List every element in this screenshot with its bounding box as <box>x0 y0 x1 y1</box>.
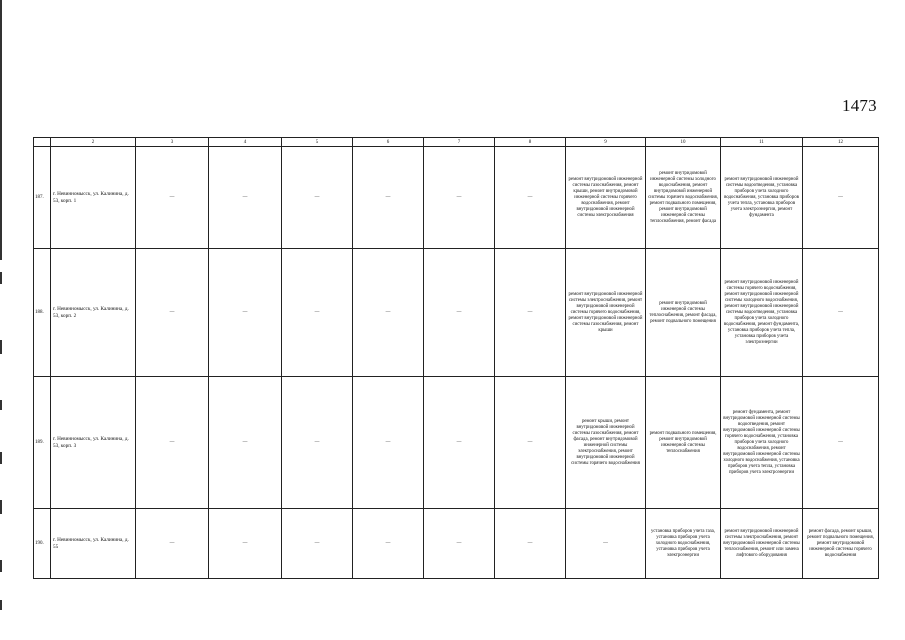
work-cell: установка приборов учета газа, установка приборов учета холодного водоснабжения, установка приборов учета электроэнергии <box>646 509 721 579</box>
empty-dash-cell: — <box>282 249 353 377</box>
header-cell: 4 <box>209 138 282 147</box>
work-cell: ремонт фасада, ремонт крыши, ремонт подвального помещения, ремонт внутридомовой инженерной системы горячего водоснабжения <box>803 509 879 579</box>
work-cell: ремонт внутридомовой инженерной системы горячего водоснабжения, ремонт внутридомовой инженерной системы холодного водоснабжения, ремонт внутридомовой инженерной системы водоотведения, установка приборов учета холодного водоснабжения, ремонт фундамента, установка приборов учета тепла, установка приборов учета электроэнергии <box>721 249 803 377</box>
empty-dash-cell: — <box>566 509 646 579</box>
empty-dash-cell: — <box>424 147 495 249</box>
empty-dash-cell: — <box>353 147 424 249</box>
work-cell: ремонт внутридомовой инженерной системы электроснабжения, ремонт внутридомовой инженерной системы теплоснабжения, ремонт или замена лифтового оборудования <box>721 509 803 579</box>
header-cell: 2 <box>51 138 136 147</box>
header-cell: 7 <box>424 138 495 147</box>
empty-dash-cell: — <box>495 509 566 579</box>
work-cell: ремонт внутридомовой инженерной системы водоотведения, установка приборов учета холодного водоснабжения, установка приборов учета тепла, установка приборов учета электроэнергии, ремонт фундамента <box>721 147 803 249</box>
empty-dash-cell: — <box>495 249 566 377</box>
empty-dash-cell: — <box>282 377 353 509</box>
empty-dash-cell: — <box>803 147 879 249</box>
address-cell: г. Невинномысск, ул. Калинина, д. 55 <box>51 509 136 579</box>
empty-dash-cell: — <box>136 147 209 249</box>
page-number: 1473 <box>842 96 877 115</box>
empty-dash-cell: — <box>495 377 566 509</box>
work-cell: ремонт внутридомовой инженерной системы теплоснабжения, ремонт фасада, ремонт подвального помещения <box>646 249 721 377</box>
empty-dash-cell: — <box>209 249 282 377</box>
empty-dash-cell: — <box>424 509 495 579</box>
row-number: 190. <box>34 509 51 579</box>
empty-dash-cell: — <box>282 509 353 579</box>
empty-dash-cell: — <box>803 249 879 377</box>
address-cell: г. Невинномысск, ул. Калинина, д. 53, корп. 3 <box>51 377 136 509</box>
address-cell: г. Невинномысск, ул. Калинина, д. 53, корп. 1 <box>51 147 136 249</box>
empty-dash-cell: — <box>353 249 424 377</box>
header-cell: 8 <box>495 138 566 147</box>
empty-dash-cell: — <box>209 509 282 579</box>
row-number: 188. <box>34 249 51 377</box>
empty-dash-cell: — <box>353 377 424 509</box>
empty-dash-cell: — <box>424 377 495 509</box>
address-cell: г. Невинномысск, ул. Калинина, д. 53, корп. 2 <box>51 249 136 377</box>
work-cell: ремонт внутридомовой инженерной системы холодного водоснабжения, ремонт внутридомовой инженерной системы горячего водоснабжения, ремонт подвального помещения, ремонт внутридомовой инженерной системы теплоснабжения, ремонт фасада <box>646 147 721 249</box>
header-cell: 6 <box>353 138 424 147</box>
header-cell: 5 <box>282 138 353 147</box>
work-cell: ремонт фундамента, ремонт внутридомовой инженерной системы водоотведения, ремонт внутридомовой инженерной системы горячего водоснабжения, установка приборов учета холодного водоснабжения, ремонт внутридомовой инженерной системы холодного водоснабжения, установка приборов учета тепла, установка приборов учета электроэнергии <box>721 377 803 509</box>
empty-dash-cell: — <box>209 147 282 249</box>
empty-dash-cell: — <box>136 509 209 579</box>
empty-dash-cell: — <box>282 147 353 249</box>
empty-dash-cell: — <box>136 249 209 377</box>
empty-dash-cell: — <box>136 377 209 509</box>
work-cell: ремонт внутридомовой инженерной системы газоснабжения, ремонт крыши, ремонт внутридомовой инженерной системы горячего водоснабжения, ремонт внутридомовой инженерной системы электроснабжения <box>566 147 646 249</box>
work-cell: ремонт подвального помещения, ремонт внутридомовой инженерной системы теплоснабжения <box>646 377 721 509</box>
header-cell: 12 <box>803 138 879 147</box>
empty-dash-cell: — <box>803 377 879 509</box>
table-row <box>34 377 879 509</box>
empty-dash-cell: — <box>495 147 566 249</box>
empty-dash-cell: — <box>209 377 282 509</box>
table-row <box>34 147 879 249</box>
header-cell: 11 <box>721 138 803 147</box>
row-number: 189. <box>34 377 51 509</box>
row-number: 187. <box>34 147 51 249</box>
work-cell: ремонт крыши, ремонт внутридомовой инженерной системы газоснабжения, ремонт фасада, ремонт внутридомовой инженерной системы электроснабжения, ремонт внутридомовой инженерной системы горячего водоснабжения <box>566 377 646 509</box>
table-row <box>34 249 879 377</box>
header-cell: 9 <box>566 138 646 147</box>
scan-edge-marks <box>0 0 3 640</box>
column-number-row <box>34 138 879 147</box>
header-cell: 3 <box>136 138 209 147</box>
header-cell <box>34 138 51 147</box>
work-cell: ремонт внутридомовой инженерной системы электроснабжения, ремонт внутридомовой инженерной системы горячего водоснабжения, ремонт внутридомовой инженерной системы газоснабжения, ремонт крыши <box>566 249 646 377</box>
empty-dash-cell: — <box>424 249 495 377</box>
header-cell: 10 <box>646 138 721 147</box>
empty-dash-cell: — <box>353 509 424 579</box>
table-row <box>34 509 879 579</box>
work-plan-table <box>33 137 879 579</box>
